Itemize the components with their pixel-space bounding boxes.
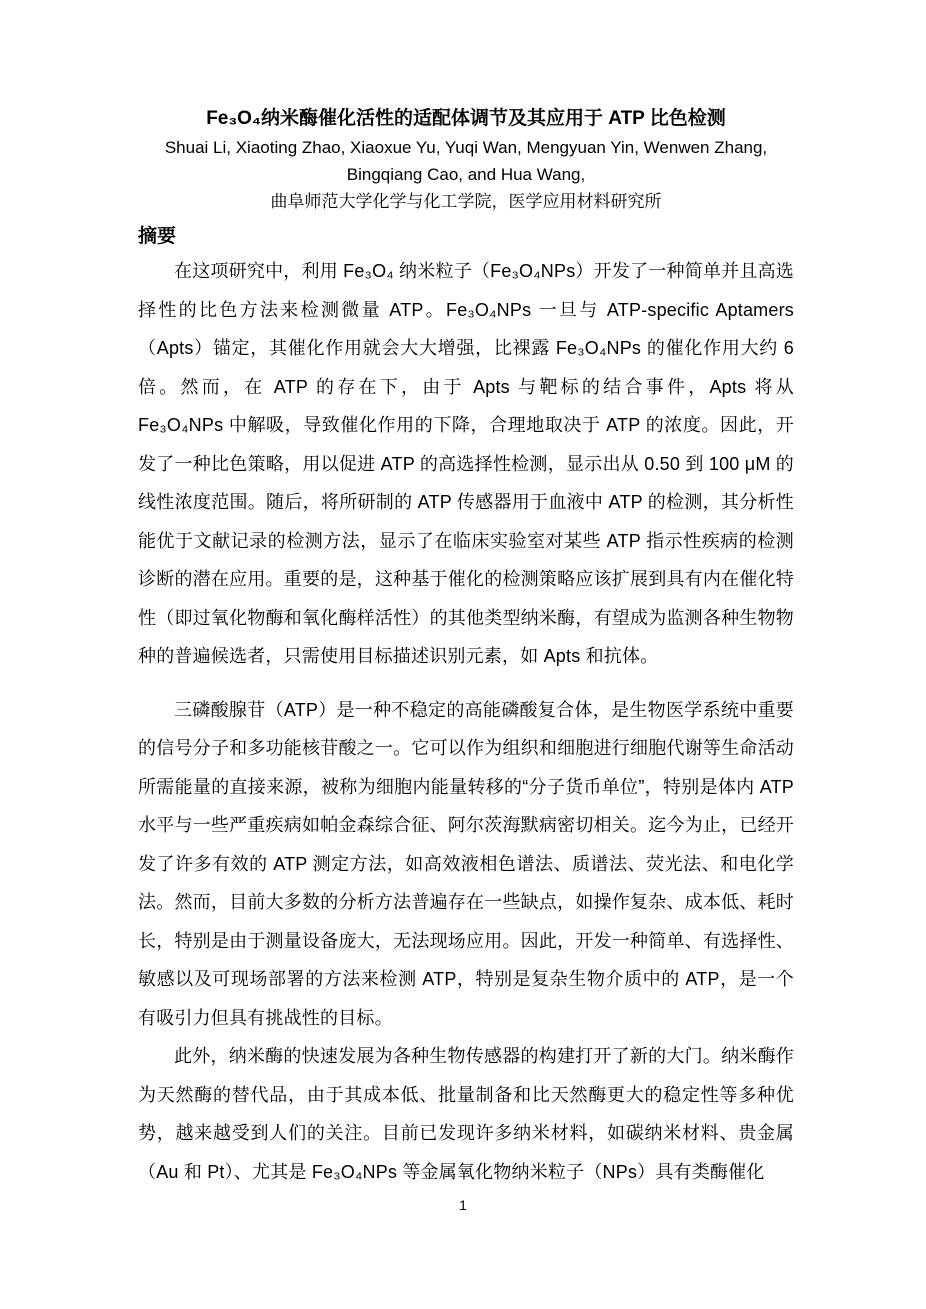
page-content: [138, 104, 794, 1191]
authors-line-2: Bingqiang Cao, and Hua Wang,: [346, 165, 586, 184]
abstract-heading: 摘要: [138, 226, 177, 247]
intro-paragraph-2: 此外，纳米酶的快速发展为各种生物传感器的构建打开了新的大门。纳米酶作为天然酶的替代品，由于其成本低、批量制备和比天然酶更大的稳定性等多种优势，越来越受到人们的关注。目前已发现许多纳米材料，如碳纳米材料、贵金属（Au 和 Pt）、尤其是 Fe₃O₄NPs 等金属氧化物纳米粒子（NPs）具有类酶催化: [138, 1046, 794, 1182]
affiliation: 曲阜师范大学化学与化工学院，医学应用材料研究所: [270, 192, 662, 211]
page-number: 1: [459, 1197, 467, 1213]
authors-line-1: Shuai Li, Xiaoting Zhao, Xiaoxue Yu, Yuqi Wan, Mengyuan Yin, Wenwen Zhang,: [164, 138, 768, 157]
abstract-paragraph: 在这项研究中，利用 Fe₃O₄ 纳米粒子（Fe₃O₄NPs）开发了一种简单并且高选择性的比色方法来检测微量 ATP。Fe₃O₄NPs 一旦与 ATP-specific Aptamers（Apts）锚定，其催化作用就会大大增强，比裸露 Fe₃O₄NPs 的催化作用大约 6 倍。然而，在 ATP 的存在下，由于 Apts 与靶标的结合事件，Apts 将从 Fe₃O₄NPs 中解吸，导致催化作用的下降，合理地取决于 ATP 的浓度。因此，开发了一种比色策略，用以促进 ATP 的高选择性检测，显示出从 0.50 到 100 μM 的线性浓度范围。随后，将所研制的 ATP 传感器用于血液中 ATP 的检测，其分析性能优于文献记录的检测方法，显示了在临床实验室对某些 ATP 指示性疾病的检测诊断的潜在应用。重要的是，这种基于催化的检测策略应该扩展到具有内在催化特性（即过氧化物酶和氧化酶样活性）的其他类型纳米酶，有望成为监测各种生物物种的普遍候选者，只需使用目标描述识别元素，如 Apts 和抗体。: [138, 261, 794, 666]
section-gap: [138, 676, 794, 691]
intro-paragraph-1: 三磷酸腺苷（ATP）是一种不稳定的高能磷酸复合体，是生物医学系统中重要的信号分子和多功能核苷酸之一。它可以作为组织和细胞进行细胞代谢等生命活动所需能量的直接来源，被称为细胞内能量转移的“分子货币单位”，特别是体内 ATP 水平与一些严重疾病如帕金森综合征、阿尔茨海默病密切相关。迄今为止，已经开发了许多有效的 ATP 测定方法，如高效液相色谱法、质谱法、荧光法、和电化学法。然而，目前大多数的分析方法普遍存在一些缺点，如操作复杂、成本低、耗时长，特别是由于测量设备庞大，无法现场应用。因此，开发一种简单、有选择性、敏感以及可现场部署的方法来检测 ATP，特别是复杂生物介质中的 ATP，是一个有吸引力但具有挑战性的目标。: [138, 699, 794, 1028]
paper-title: Fe₃O₄纳米酶催化活性的适配体调节及其应用于 ATP 比色检测: [206, 108, 726, 129]
